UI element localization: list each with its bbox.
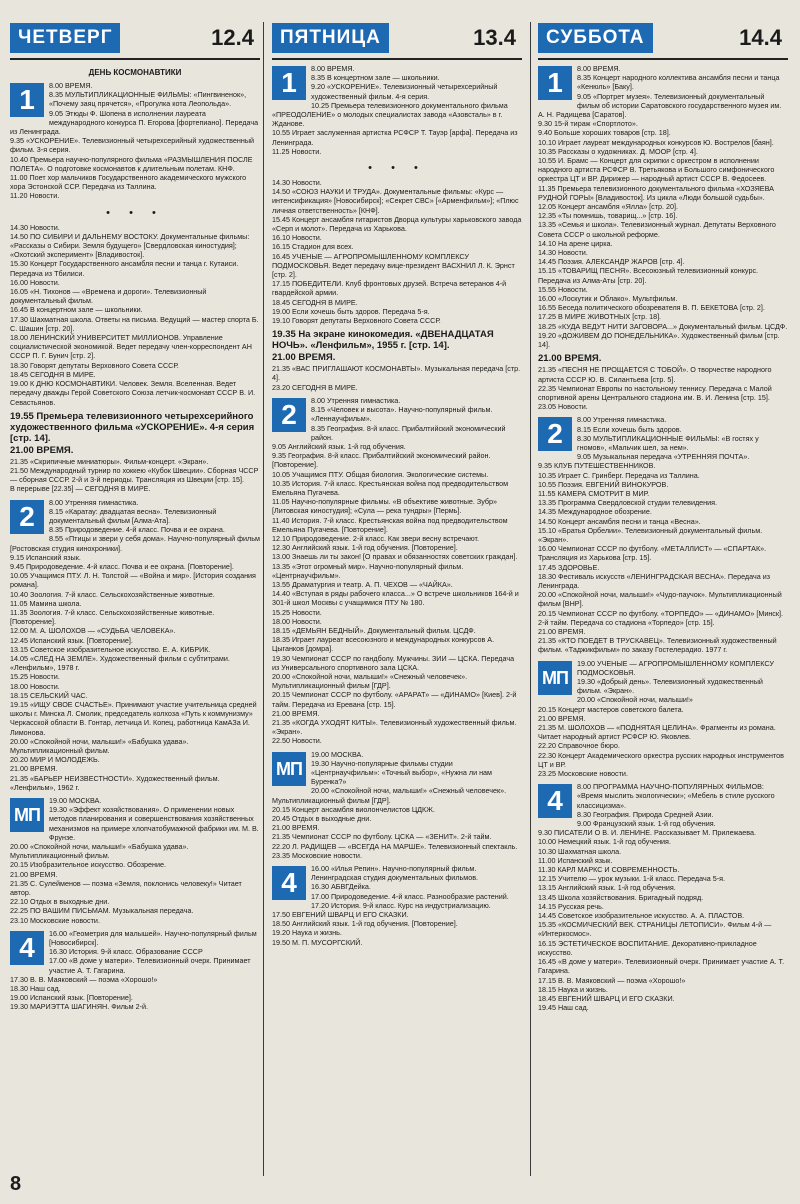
- program-line: 11.55 КАМЕРА СМОТРИТ В МИР.: [538, 488, 650, 498]
- program-line: 15.15 «ТОВАРИЩ ПЕСНЯ». Всесоюзный телевизионный конкурс. Передача из Алма-Аты [стр. 20].: [538, 266, 759, 285]
- channel-badge: МП: [10, 798, 44, 832]
- channel-block: [538, 782, 788, 1012]
- program-line: 15.10 «Братья Орбелии». Телевизионный документальный фильм. «Экран».: [538, 525, 763, 544]
- program-line: 8.55 «Птицы и звери у себя дома». Научно-популярный фильм [Ростовская студия кинохроники].: [10, 534, 260, 553]
- column-saturday: [538, 18, 788, 1182]
- program-line: 18.45 СЕГОДНЯ В МИРЕ.: [10, 369, 96, 379]
- program-line: 9.30 ПИСАТЕЛИ О В. И. ЛЕНИНЕ. Рассказывает М. Прилежаева.: [538, 828, 757, 838]
- channel-block: [272, 162, 522, 325]
- program-line: 16.05 «Н. Тихонов — «Времена и дороги». Телевизионный документальный фильм.: [10, 287, 207, 306]
- program-line: 9.35 «УСКОРЕНИЕ». Телевизионный четырехсерийный художественный фильм. 3-я серия.: [10, 136, 255, 155]
- program-line: 23.20 СЕГОДНЯ В МИРЕ.: [272, 382, 358, 392]
- program-line: 10.35 История. 7-й класс. Крестьянская война под предводительством Емельяна Пугачева.: [272, 478, 509, 497]
- program-highlight: 19.35 На экране кинокомедия. «ДВЕНАДЦАТАЯ НОЧЬ». «Ленфильм», 1955 г. [стр. 14].: [272, 329, 494, 352]
- program-line: 11.25 Новости.: [272, 146, 322, 156]
- channel-badge: 1: [10, 83, 44, 117]
- channel-badge: МП: [272, 752, 306, 786]
- channel-badge: 4: [538, 784, 572, 818]
- program-line: 19.45 Наш сад.: [538, 1003, 589, 1013]
- program-line: 14.15 Русская речь.: [538, 901, 604, 911]
- program-line: 20.00 «Спокойной ночи, малыши!» «Чудо-паучок». Мультипликационный фильм [ВНР].: [538, 590, 782, 609]
- program-line: 14.10 На арене цирка.: [538, 238, 613, 248]
- program-line: 9.00 Французский язык. 1-й год обучения.: [577, 819, 716, 829]
- day-header: [272, 18, 522, 60]
- program-line: 19.30 «Добрый день». Телевизионный художественный фильм. «Экран».: [577, 677, 763, 696]
- program-line: 19.00 Испанский язык. [Повторение].: [10, 993, 133, 1003]
- program-line: 16.00 «Лоскутик и Облако». Мультфильм.: [538, 294, 678, 304]
- program-line: 20.00 «Спокойной ночи, малыши!» «Бабушка удава». Мультипликационный фильм.: [10, 842, 189, 861]
- day-date: 14.4: [739, 25, 782, 50]
- program-line: 23.10 Московские новости.: [10, 915, 100, 925]
- program-line: 10.25 Премьера телевизионного документального фильма «ПРЕОДОЛЕНИЕ» о молодых специалистах завода «Азовсталь» в г. Жданове.: [272, 100, 508, 129]
- program-line: 9.05 «Портрет музея». Телевизионный документальный фильм об истории Саратовского государственного музея им. А. Н. Радищева [Саратов].: [538, 91, 782, 120]
- program-line: 16.00 «Илья Репин». Научно-популярный фильм. Ленинградская студия документальных фильмов.: [311, 864, 479, 883]
- program-line: 16.45 В концертном зале — школьники.: [10, 305, 143, 315]
- program-line: 11.40 История. 7-й класс. Крестьянская война под предводительством Емельяна Пугачева. [Повторение].: [272, 515, 508, 534]
- program-line: 8.35 Природоведение. 4-й класс. Почва и ее охрана.: [49, 525, 225, 535]
- program-line: 16.15 Стадион для всех.: [272, 242, 354, 252]
- channel-block: [10, 81, 260, 201]
- program-line: 15.25 Новости.: [10, 672, 60, 682]
- program-line: 20.15 Чемпионат СССР по футболу. «АРАРАТ» — «ДИНАМО» [Киев]. 2-й тайм. Передача из Еревана [стр. 15].: [272, 690, 517, 709]
- channel-block: [272, 329, 522, 392]
- program-line: 21.35 «ВАС ПРИГЛАШАЮТ КОСМОНАВТЫ». Музыкальная передача [стр. 4].: [272, 364, 521, 383]
- program-line: 11.35 Зоология. 7-й класс. Сельскохозяйственные животные. [Повторение].: [10, 607, 215, 627]
- program-line: 14.30 Новости.: [10, 222, 60, 232]
- program-line: 17.15 ПОБЕДИТЕЛИ. Клуб фронтовых друзей. Встреча ветеранов 4-й гвардейской армии.: [272, 279, 507, 298]
- program-line: 15.55 Новости.: [538, 284, 588, 294]
- program-line: 17.25 В МИРЕ ЖИВОТНЫХ [стр. 18].: [538, 312, 662, 322]
- program-line: 9.35 КЛУБ ПУТЕШЕСТВЕННИКОВ.: [538, 461, 656, 471]
- program-line: 17.45 ЗДОРОВЬЕ.: [538, 562, 600, 572]
- program-line: 20.20 МИР И МОЛОДЕЖЬ.: [10, 755, 100, 765]
- program-line: 17.00 Природоведение. 4-й класс. Разнообразие растений.: [311, 891, 509, 901]
- program-line: 10.30 Шахматная школа.: [538, 846, 622, 856]
- channel-block: [538, 659, 788, 779]
- program-line: 8.00 ВРЕМЯ.: [577, 64, 621, 73]
- program-line: 18.35 Играет лауреат всесоюзного и международных конкурсов А. Цыганков [домра].: [272, 635, 495, 654]
- channel-badge: 4: [272, 866, 306, 900]
- program-line: 19.00 К ДНЮ КОСМОНАВТИКИ. Человек. Земля. Вселенная. Ведет передачу дважды Герой Советского Союза летчик-космонавт СССР В. И. Севастьянов.: [10, 379, 256, 407]
- program-line: 22.35 Чемпионат Европы по настольному теннису. Передача с Малой спортивной арены Центрального стадиона им. В. И. Ленина [стр. 15].: [538, 383, 772, 402]
- program-line: 16.15 ЭСТЕТИЧЕСКОЕ ВОСПИТАНИЕ. Декоративно-прикладное искусство.: [538, 938, 757, 957]
- program-line: 20.00 «Спокойной ночи, малыши!» «Снежный человечек». Мультипликационный фильм [ГДР].: [272, 786, 507, 805]
- program-line: 13.35 «Семья и школа». Телевизионный журнал. Депутаты Верховного Совета СССР о школьной реформе.: [538, 220, 776, 239]
- program-line: 16.45 УЧЕНЫЕ — АГРОПРОМЫШЛЕННОМУ КОМПЛЕКСУ ПОДМОСКОВЬЯ. Ведет передачу вице-президент ВАСХНИЛ Л. К. Эрнст [стр. 2].: [272, 251, 515, 280]
- program-line: 13.45 Школа хозяйствования. Бригадный подряд.: [538, 892, 704, 902]
- page-number: 8: [10, 1173, 22, 1195]
- program-line: 10.55 Играет заслуженная артистка РСФСР Т. Тауэр [арфа]. Передача из Ленинграда.: [272, 128, 518, 147]
- program-line: 18.50 Английский язык. 1-й год обучения. [Повторение].: [272, 919, 458, 929]
- program-line: 19.30 «Эффект хозяйствования». О применении новых методов планирования и совершенствования хозяйственных механизмов на примере хлопчатобумажной фабрики им. М. В. Фрунзе.: [49, 805, 259, 842]
- program-line: 18.15 Наука и жизнь.: [538, 984, 608, 994]
- program-line: 9.35 География. 8-й класс. Прибалтийский экономический район. [Повторение].: [272, 451, 491, 470]
- program-line: 21.00 ВРЕМЯ.: [10, 869, 58, 879]
- program-line: 15.45 Концерт ансамбля гитаристов Дворца культуры харьковского завода «Серп и молот». Передача из Харькова.: [272, 214, 522, 234]
- program-line: 8.35 МУЛЬТИПЛИКАЦИОННЫЕ ФИЛЬМЫ: «Пингвиненок», «Почему заяц прячется», «Прогулка кота Леопольда».: [49, 90, 247, 109]
- program-line: 21.35 «Скрипичные миниатюры». Фильм-концерт. «Экран».: [10, 456, 209, 466]
- day-name: ЧЕТВЕРГ: [10, 23, 120, 53]
- program-line: 22.25 ПО ВАШИМ ПИСЬМАМ. Музыкальная передача.: [10, 906, 194, 916]
- program-highlight: 21.00 ВРЕМЯ.: [272, 352, 336, 364]
- program-line: 23.05 Новости.: [538, 402, 588, 412]
- program-line: 14.35 Международное обозрение.: [538, 507, 652, 517]
- program-line: 10.40 Премьера научно-популярного фильма «РАЗМЫШЛЕНИЯ ПОСЛЕ ПОЛЕТА». О подготовке космонавтов к длительным полетам. КНФ.: [10, 154, 253, 173]
- program-line: 13.15 Английский язык. 1-й год обучения.: [538, 883, 676, 893]
- day-date: 12.4: [211, 25, 254, 50]
- program-line: 21.50 Международный турнир по хоккею «Кубок Швеции». Сборная ЧССР — сборная СССР. 2-й и 3-й периоды. Трансляция из Швеции [стр. 15].: [10, 465, 259, 485]
- program-line: 12.30 Английский язык. 1-й год обучения. [Повторение].: [272, 543, 458, 553]
- channel-badge: 1: [538, 66, 572, 100]
- program-line: 21.00 ВРЕМЯ.: [272, 708, 320, 718]
- program-line: 21.00 ВРЕМЯ.: [272, 823, 320, 833]
- program-line: 19.00 УЧЕНЫЕ — АГРОПРОМЫШЛЕННОМУ КОМПЛЕКСУ ПОДМОСКОВЬЯ.: [577, 658, 774, 677]
- channel-block: [272, 750, 522, 860]
- program-line: 11.05 Мамина школа.: [10, 598, 82, 608]
- program-line: 21.35 Чемпионат СССР по футболу. ЦСКА — «ЗЕНИТ». 2-й тайм.: [272, 832, 492, 842]
- program-line: 19.15 «ИЩУ СВОЕ СЧАСТЬЕ». Принимают участие учительница средней школы г. Минска Л. Смолик, председатель колхоза «Путь к коммунизму» Черкасской области В. Гонтар, летчица И. Копец, работница КамАЗа И. Лимонова.: [10, 699, 257, 737]
- channel-block: [538, 415, 788, 654]
- program-line: 8.00 ВРЕМЯ.: [311, 64, 355, 73]
- program-line: 18.30 Наш сад.: [10, 984, 61, 994]
- program-line: 19.10 Говорят депутаты Верховного Совета СССР.: [272, 316, 441, 326]
- program-highlight: 21.00 ВРЕМЯ.: [538, 353, 602, 365]
- channel-block: [10, 498, 260, 793]
- program-line: 14.30 Новости.: [272, 178, 322, 188]
- program-line: 22.30 Концерт Академического оркестра русских народных инструментов ЦТ и ВР.: [538, 750, 784, 769]
- program-line: 14.05 «СЛЕД НА ЗЕМЛЕ». Художественный фильм с субтитрами. «Ленфильм», 1978 г.: [10, 653, 230, 673]
- program-line: 12.45 Испанский язык. [Повторение].: [10, 635, 133, 645]
- channel-badge: 2: [272, 398, 306, 432]
- program-line: 10.35 Играет С. Гринберг. Передача из Таллина.: [538, 470, 700, 480]
- program-line: 21.35 С. Сулейменов — поэма «Земля, поклонись человеку!» Читает автор.: [10, 878, 242, 898]
- day-subtitle: ДЕНЬ КОСМОНАВТИКИ: [88, 68, 182, 77]
- program-line: 21.00 ВРЕМЯ.: [538, 626, 586, 636]
- program-line: 19.30 МАРИЭТТА ШАГИНЯН. Фильм 2-й.: [10, 1002, 148, 1012]
- program-line: В перерыве [22.35] — СЕГОДНЯ В МИРЕ.: [10, 484, 151, 494]
- program-line: 21.35 «ПЕСНЯ НЕ ПРОЩАЕТСЯ С ТОБОЙ». О творчестве народного артиста СССР Ю. В. Силантьева [стр. 5].: [538, 365, 772, 384]
- channel-badge: 2: [10, 500, 44, 534]
- program-line: 22.50 Новости.: [272, 736, 322, 746]
- program-line: 18.45 СЕГОДНЯ В МИРЕ.: [272, 297, 358, 307]
- channel-block: [538, 64, 788, 349]
- program-line: 19.30 Научно-популярные фильмы студии «Центрнаучфильм»: «Точный выбор», «Нужна ли нам Буренка?»: [311, 758, 492, 787]
- program-line: 17.00 «В доме у матери». Телевизионный очерк. Принимает участие А. Т. Гагарина.: [49, 956, 251, 975]
- program-line: 15.25 Новости.: [272, 607, 322, 617]
- program-line: 12.35 «Ты помнишь, товарищ...» [стр. 16].: [538, 211, 678, 221]
- program-line: 19.00 МОСКВА.: [311, 749, 364, 759]
- channel-badge: 4: [10, 931, 44, 965]
- program-line: 20.15 Чемпионат СССР по футболу. «ТОРПЕДО» — «ДИНАМО» [Минск]. 2-й тайм. Передача со стадиона «Торпедо» [стр. 15].: [538, 608, 784, 627]
- program-line: 10.55 И. Брамс — Концерт для скрипки с оркестром в исполнении народного артиста РСФСР В. Третьякова и Большого симфонического оркестра ЦТ и ВР. Дирижер — народный артист СССР В. Федосеев.: [538, 156, 775, 184]
- program-line: 8.00 Утренняя гимнастика.: [49, 497, 139, 507]
- program-line: 16.45 «В доме у матери». Телевизионный очерк. Принимает участие А. Т. Гагарина.: [538, 957, 785, 976]
- program-highlight: 19.55 Премьера телевизионного четырехсерийного художественного фильма «УСКОРЕНИЕ». 4-я серия [стр. 14].: [10, 410, 255, 444]
- program-line: 8.00 ВРЕМЯ.: [49, 81, 93, 90]
- program-line: 8.15 «Каратау: двадцатая весна». Телевизионный документальный фильм [Алма-Ата].: [49, 506, 217, 525]
- channel-block: [272, 864, 522, 947]
- program-line: 20.45 Отдых в выходные дни.: [272, 814, 372, 824]
- program-line: 18.30 Фестиваль искусств «ЛЕНИНГРАДСКАЯ ВЕСНА». Передача из Ленинграда.: [538, 571, 771, 590]
- program-line: 16.30 История. 9-й класс. Образование СССР: [49, 947, 203, 957]
- program-line: 14.50 ПО СИБИРИ И ДАЛЬНЕМУ ВОСТОКУ. Документальные фильмы: «Рассказы о Сибири. Земля будущего» [Свердловская киностудия]; «Охотский эксперимент» [Владивосток].: [10, 231, 250, 260]
- day-name: ПЯТНИЦА: [272, 23, 389, 53]
- program-line: 20.00 «Спокойной ночи, малыши!»: [577, 695, 693, 705]
- program-line: 14.45 Советское изобразительное искусство. А. А. ПЛАСТОВ.: [538, 911, 745, 921]
- program-line: 14.50 Концерт ансамбля песни и танца «Весна».: [538, 516, 701, 526]
- program-line: 21.35 «БАРЬЕР НЕИЗВЕСТНОСТИ». Художественный фильм. «Ленфильм», 1962 г.: [10, 773, 220, 792]
- channel-badge: 2: [538, 417, 572, 451]
- program-line: 19.30 Чемпионат СССР по гандболу. Мужчины. ЗИИ — ЦСКА. Передача из Универсального спортивного зала ЦСКА.: [272, 653, 515, 672]
- program-line: 18.15 СЕЛЬСКИЙ ЧАС.: [10, 690, 88, 700]
- program-line: 9.20 «УСКОРЕНИЕ». Телевизионный четырехсерийный художественный фильм. 4-я серия.: [311, 82, 498, 101]
- program-line: 13.35 Программа Свердловской студии телевидения.: [538, 498, 718, 508]
- program-line: 10.10 Играет лауреат международных конкурсов Ю. Вострелов [баян].: [538, 137, 774, 147]
- day-header: [10, 18, 260, 60]
- program-line: 18.25 «КУДА ВЕДУТ НИТИ ЗАГОВОРА...» Документальный фильм. ЦСДФ.: [538, 321, 788, 331]
- program-line: 20.15 Изобразительное искусство. Обозрение.: [10, 860, 167, 870]
- section-separator: • • •: [368, 162, 426, 175]
- program-line: 15.30 Концерт Государственного ансамбля песни и танца г. Кутаиси. Передача из Тбилиси.: [10, 259, 239, 278]
- program-line: 17.30 В. В. Маяковский — поэма «Хорошо!»: [10, 974, 158, 984]
- column-thursday: [10, 18, 260, 1182]
- program-line: 10.05 Учащимся ПТУ. Общая биология. Экологические системы.: [272, 469, 489, 479]
- program-line: 16.10 Новости.: [272, 233, 322, 243]
- program-line: 23.25 Московские новости.: [538, 769, 628, 779]
- program-line: 20.00 «Спокойной ночи, малыши!» «Бабушка удава». Мультипликационный фильм.: [10, 736, 189, 755]
- program-line: 15.35 «КОСМИЧЕСКИЙ ВЕК. СТРАНИЦЫ ЛЕТОПИСИ». Фильм 4-й — «Интеркосмос».: [538, 920, 772, 939]
- program-line: 16.00 «Геометрия для малышей». Научно-популярный фильм [Новосибирск].: [49, 928, 257, 948]
- program-line: 21.35 «КТО ПОЕДЕТ В ТРУСКАВЕЦ». Телевизионный художественный фильм. «Таджикфильм» по заказу Гостелерадио. 1977 г.: [538, 636, 777, 655]
- program-line: 16.00 Чемпионат СССР по футболу. «МЕТАЛЛИСТ» — «СПАРТАК». Трансляция из Харькова [стр. 15].: [538, 544, 767, 563]
- program-line: 10.00 Немецкий язык. 1-й год обучения.: [538, 837, 671, 847]
- channel-block: [272, 64, 522, 156]
- program-line: 20.15 Концерт мастеров советского балета.: [538, 704, 684, 714]
- program-line: 8.35 Концерт народного коллектива ансамбля песни и танца «Кенюль» [Баку].: [577, 73, 780, 92]
- program-line: 11.00 Испанский язык.: [538, 855, 613, 865]
- program-line: 17.30 Шахматная школа. Ответы на письма. Ведущий — мастер спорта Б. С. Шашин [стр. 20].: [10, 314, 259, 333]
- channel-block: [10, 207, 260, 407]
- program-line: 10.55 Поэзия. ЕВГЕНИЙ ВИНОКУРОВ.: [538, 479, 669, 489]
- channel-block: [272, 396, 522, 746]
- program-line: 18.00 Новости.: [272, 616, 322, 626]
- channel-block: [538, 353, 788, 411]
- program-line: 10.05 Учащимся ПТУ. Л. Н. Толстой — «Война и мир». [История создания романа].: [10, 571, 256, 590]
- program-line: 11.35 Премьера телевизионного документального фильма «ХОЗЯЕВА РУДНОЙ ГОРЫ» [Владивосток]. Из цикла «Люди большой судьбы».: [538, 183, 774, 202]
- program-line: 8.15 Если хочешь быть здоров.: [577, 424, 682, 434]
- program-line: 14.50 «СОЮЗ НАУКИ И ТРУДА». Документальные фильмы: «Курс — интенсификация» [Новосибирск]; «Секрет СВС» [«Арменфильм»]; «Плюс личная ответственность» [КНФ].: [272, 187, 519, 215]
- program-line: 10.40 Зоология. 7-й класс. Сельскохозяйственные животные.: [10, 589, 215, 599]
- column-divider: [530, 22, 531, 1176]
- program-line: 14.30 Новости.: [538, 248, 588, 258]
- program-line: 9.05 Этюды Ф. Шопена в исполнении лауреата международного конкурса П. Егорова [фортепиано]. Передача из Ленинграда.: [10, 108, 259, 137]
- program-line: 11.05 Научно-популярные фильмы. «В объективе животные. Зубр» [Литовская киностудия]; «Сула — река тундры» [Пермь].: [272, 497, 498, 516]
- program-line: 10.35 Рассказы о художниках. Д. МООР [стр. 4].: [538, 146, 698, 156]
- program-line: 21.00 ВРЕМЯ.: [10, 764, 58, 774]
- program-line: 9.30 15-й тираж «Спортлото».: [538, 119, 638, 129]
- program-line: 11.20 Новости.: [10, 191, 60, 201]
- program-line: 14.40 «Вступая в ряды рабочего класса...» О встрече школьников 164-й и 301-й школ Москвы с учащимися ПТУ № 180.: [272, 589, 519, 608]
- day-header: [538, 18, 788, 60]
- program-line: 8.00 ПРОГРАММА НАУЧНО-ПОПУЛЯРНЫХ ФИЛЬМОВ: «Время мыслить экологически»; «Мебель в стиле русского классицизма».: [577, 782, 775, 810]
- program-line: 8.35 В концертном зале — школьники.: [311, 73, 440, 83]
- program-line: 20.15 Концерт ансамбля виолончелистов ЦДКЖ.: [272, 804, 435, 814]
- program-line: 12.15 Учителю — урок музыки. 1-й класс. Передача 5-я.: [538, 874, 725, 884]
- program-line: 19.20 «ДОЖИВЕМ ДО ПОНЕДЕЛЬНИКА». Художественный фильм [стр. 14].: [538, 330, 780, 350]
- program-line: 18.00 Новости.: [10, 681, 60, 691]
- program-line: 13.00 Знаешь ли ты закон! [О правах и обязанностях советских граждан].: [272, 552, 518, 562]
- program-line: 11.30 КАРЛ МАРКС И СОВРЕМЕННОСТЬ.: [538, 865, 680, 875]
- program-line: 14.45 Поэзия. АЛЕКСАНДР ЖАРОВ [стр. 4].: [538, 257, 685, 267]
- program-line: 17.15 В. В. Маяковский — поэма «Хорошо!»: [538, 975, 686, 985]
- program-line: 18.45 ЕВГЕНИЙ ШВАРЦ И ЕГО СКАЗКИ.: [538, 993, 675, 1003]
- program-line: 21.00 ВРЕМЯ.: [538, 713, 586, 723]
- program-line: 21.35 «КОГДА УХОДЯТ КИТЫ». Телевизионный художественный фильм. «Экран».: [272, 718, 517, 737]
- channel-block: [10, 929, 260, 1012]
- program-line: 18.30 Говорят депутаты Верховного Совета СССР.: [10, 360, 179, 370]
- program-line: 19.50 М. П. МУСОРГСКИЙ.: [272, 937, 363, 947]
- program-line: 13.55 Драматургия и театр. А. П. ЧЕХОВ — «ЧАЙКА».: [272, 579, 453, 589]
- program-line: 21.35 М. ШОЛОХОВ — «ПОДНЯТАЯ ЦЕЛИНА». Фрагменты из романа. Читает народный артист РСФСР Ю. Яковлев.: [538, 723, 776, 742]
- channel-badge: 1: [272, 66, 306, 100]
- program-line: 22.20 Справочное бюро.: [538, 741, 620, 751]
- program-line: 16.30 АБВГДейка.: [311, 882, 371, 892]
- program-line: 12.05 Концерт ансамбля «Ялла» [стр. 20].: [538, 202, 679, 212]
- channel-block: [10, 411, 260, 494]
- day-date: 13.4: [473, 25, 516, 50]
- channel-badge: МП: [538, 661, 572, 695]
- program-line: 18.00 ЛЕНИНСКИЙ УНИВЕРСИТЕТ МИЛЛИОНОВ. Управление социалистической экономикой. Ведет передачу член-корреспондент АН СССР П. Г. Бунич [стр. 2].: [10, 333, 252, 361]
- program-highlight: 21.00 ВРЕМЯ.: [10, 444, 74, 456]
- program-line: 8.15 «Человек и высота». Научно-популярный фильм. «Леннаучфильм».: [311, 405, 493, 424]
- program-line: 19.20 Наука и жизнь.: [272, 928, 342, 938]
- program-line: 19.00 МОСКВА.: [49, 796, 102, 806]
- program-line: 17.20 История. 9-й класс. Курс на индустриализацию.: [311, 900, 491, 910]
- program-line: 22.20 Л. РАДИЩЕВ — «ВСЕГДА НА МАРШЕ». Телевизионный спектакль.: [272, 841, 518, 851]
- column-friday: [272, 18, 522, 1182]
- program-line: 8.00 Утренняя гимнастика.: [311, 395, 401, 405]
- program-line: 20.00 «Спокойной ночи, малыши!» «Снежный человечек». Мультипликационный фильм [ГДР].: [272, 671, 468, 691]
- program-line: 19.00 Если хочешь быть здоров. Передача 5-я.: [272, 306, 430, 316]
- program-line: 8.00 Утренняя гимнастика.: [577, 415, 667, 425]
- program-line: 9.45 Природоведение. 4-й класс. Почва и ее охрана. [Повторение].: [10, 561, 234, 571]
- program-line: 13.35 «Этот огромный мир». Научно-популярный фильм. «Центрнаучфильм».: [272, 561, 464, 580]
- column-divider: [263, 22, 264, 1176]
- channel-block: [10, 796, 260, 925]
- program-line: 9.05 Английский язык. 1-й год обучения.: [272, 441, 406, 451]
- program-line: 16.00 Новости.: [10, 277, 60, 287]
- program-line: 12.10 Природоведение. 2-й класс. Как звери весну встречают.: [272, 533, 480, 543]
- program-line: 9.15 Испанский язык.: [10, 552, 81, 562]
- program-line: 9.40 Больше хороших товаров [стр. 18].: [538, 128, 671, 138]
- program-line: 18.15 «ДЕМЬЯН БЕДНЫЙ». Документальный фильм. ЦСДФ.: [272, 625, 476, 635]
- program-line: 13.15 Советское изобразительное искусство. Е. А. КИБРИК.: [10, 644, 211, 654]
- program-line: 8.30 МУЛЬТИПЛИКАЦИОННЫЕ ФИЛЬМЫ: «В гостях у гномов», «Мальчик шел, за нем».: [577, 433, 759, 452]
- program-line: 17.50 ЕВГЕНИЙ ШВАРЦ И ЕГО СКАЗКИ.: [272, 910, 409, 920]
- day-name: СУББОТА: [538, 23, 653, 53]
- program-line: 9.05 Музыкальная передача «УТРЕННЯЯ ПОЧТА».: [577, 452, 750, 462]
- program-line: 8.30 География. Природа Средней Азии.: [577, 809, 714, 819]
- section-separator: • • •: [106, 206, 164, 219]
- program-line: 11.00 Поет хор мальчиков Государственного академического мужского хора Эстонской ССР. Передача из Таллина.: [10, 173, 247, 192]
- program-line: 12.00 М. А. ШОЛОХОВ — «СУДЬБА ЧЕЛОВЕКА».: [10, 626, 176, 636]
- program-line: 23.35 Московские новости.: [272, 850, 362, 860]
- program-line: 22.10 Отдых в выходные дни.: [10, 897, 110, 907]
- program-line: 16.55 Беседа политического обозревателя В. П. БЕКЕТОВА [стр. 2].: [538, 303, 765, 313]
- program-line: 8.35 География. 8-й класс. Прибалтийский экономический район.: [311, 423, 506, 442]
